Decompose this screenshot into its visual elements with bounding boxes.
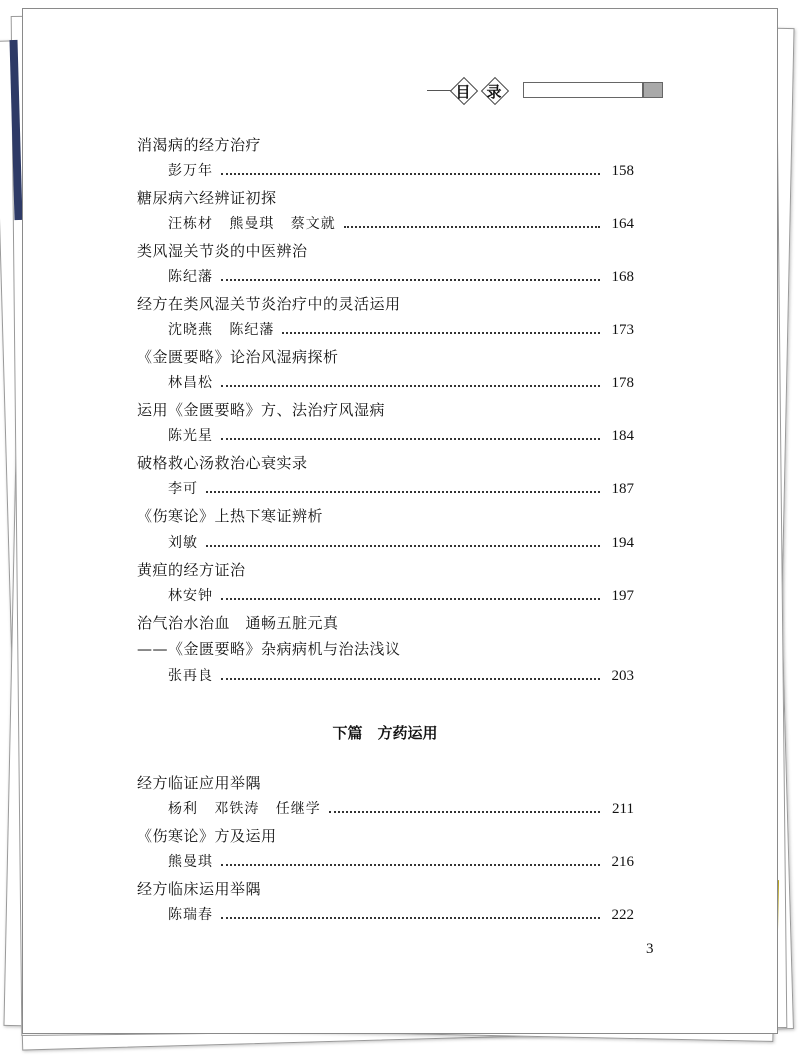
page-number: 197: [611, 588, 634, 604]
entry-title[interactable]: 经方在类风湿关节炎治疗中的灵活运用: [137, 295, 401, 313]
dot-leader: [221, 855, 600, 866]
entry-author-row[interactable]: [168, 372, 634, 392]
entry-title[interactable]: 破格救心汤救治心衰实录: [137, 454, 308, 472]
entry-author: 李可: [168, 481, 198, 497]
header-char: 目: [455, 83, 471, 101]
entry-author: 汪栋材 熊曼琪 蔡文就: [168, 216, 336, 232]
entry-author-row[interactable]: [168, 585, 634, 605]
dot-leader: [221, 908, 600, 919]
entry-title[interactable]: 消渴病的经方治疗: [137, 136, 262, 154]
page-number: 194: [611, 535, 634, 551]
dot-leader: [221, 270, 600, 281]
page-number: 184: [611, 428, 634, 444]
dot-leader: [221, 589, 600, 600]
page-number: 211: [612, 801, 634, 817]
page-number: 178: [611, 375, 634, 391]
entry-author: 张再良: [168, 668, 213, 684]
page-number: 158: [611, 163, 634, 179]
entry-author: 熊曼琪: [168, 854, 213, 870]
entry-title[interactable]: 类风湿关节炎的中医辨治: [137, 242, 308, 260]
entry-author: 陈瑞春: [168, 907, 213, 923]
entry-title[interactable]: 黄疸的经方证治: [137, 561, 246, 579]
page-number: 168: [611, 269, 634, 285]
page-number: 173: [611, 322, 634, 338]
entry-author-row[interactable]: [168, 851, 634, 871]
entry-title[interactable]: 运用《金匮要略》方、法治疗风湿病: [137, 401, 386, 419]
dot-leader: [206, 536, 600, 547]
dot-leader: [329, 802, 600, 813]
entry-author-row[interactable]: [168, 266, 634, 286]
entry-author-row[interactable]: [168, 478, 634, 498]
entry-author-row[interactable]: [168, 425, 634, 445]
page-number: 222: [611, 907, 634, 923]
dot-leader: [221, 164, 600, 175]
entry-author-row[interactable]: [168, 213, 634, 233]
dot-leader: [221, 669, 600, 680]
folio-page-number: 3: [646, 941, 654, 957]
entry-title[interactable]: 经方临证应用举隅: [137, 774, 262, 792]
dot-leader: [344, 217, 600, 228]
page-number: 187: [611, 481, 634, 497]
entry-author: 彭万年: [168, 163, 213, 179]
entry-author: 林昌松: [168, 375, 213, 391]
entry-title[interactable]: 糖尿病六经辨证初探: [137, 189, 277, 207]
entry-subtitle[interactable]: ——《金匮要略》杂病病机与治法浅议: [137, 640, 401, 658]
entry-author: 刘敏: [168, 535, 198, 551]
page-number: 216: [611, 854, 634, 870]
entry-title[interactable]: 《伤寒论》上热下寒证辨析: [137, 507, 324, 525]
entry-author-row[interactable]: [168, 319, 634, 339]
entry-author-row[interactable]: [168, 532, 634, 552]
entry-author-row[interactable]: [168, 665, 634, 685]
entry-author: 林安钟: [168, 588, 213, 604]
entry-author: 沈晓燕 陈纪藩: [168, 322, 275, 338]
entry-author: 陈光星: [168, 428, 213, 444]
entry-author: 陈纪藩: [168, 269, 213, 285]
entry-author-row[interactable]: [168, 160, 634, 180]
dot-leader: [282, 323, 600, 334]
entry-title[interactable]: 《金匮要略》论治风湿病探析: [137, 348, 339, 366]
dot-leader: [221, 376, 600, 387]
dot-leader: [221, 429, 600, 440]
header-char: 录: [486, 83, 502, 101]
entry-author-row[interactable]: [168, 904, 634, 924]
page-number: 203: [611, 668, 634, 684]
page-number: 164: [611, 216, 634, 232]
entry-title[interactable]: 《伤寒论》方及运用: [137, 827, 277, 845]
entry-author-row[interactable]: [168, 798, 634, 818]
entry-title[interactable]: 经方临床运用举隅: [137, 880, 262, 898]
dot-leader: [206, 482, 600, 493]
section-heading: 下篇 方药运用: [332, 724, 438, 742]
entry-title[interactable]: 治气治水治血 通畅五脏元真: [137, 614, 339, 632]
entry-author: 杨利 邓铁涛 任继学: [168, 801, 321, 817]
